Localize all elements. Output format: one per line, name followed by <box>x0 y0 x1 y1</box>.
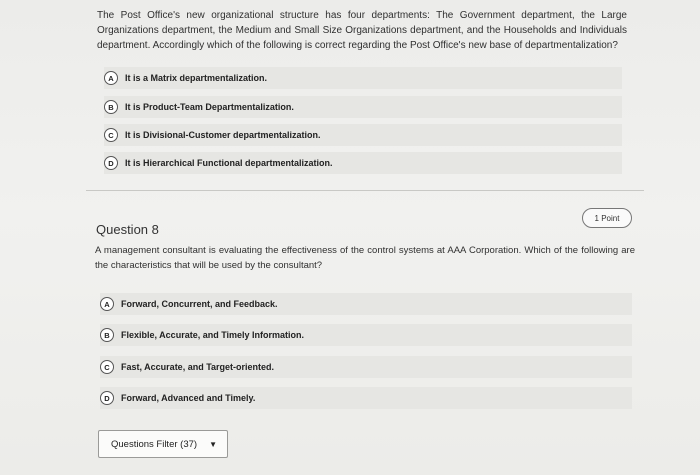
option-b-radio[interactable]: B <box>100 328 114 342</box>
q8-option-c[interactable] <box>100 356 632 378</box>
option-label: It is Hierarchical Functional departmentalization. <box>125 158 333 168</box>
q7-option-a[interactable] <box>104 67 622 89</box>
option-c-radio[interactable]: C <box>100 360 114 374</box>
option-label: It is Product-Team Departmentalization. <box>125 102 294 112</box>
option-label: Flexible, Accurate, and Timely Information. <box>121 330 305 340</box>
option-label: Forward, Advanced and Timely. <box>121 393 256 403</box>
q8-option-a[interactable] <box>100 293 632 315</box>
option-b-radio[interactable]: B <box>104 100 118 114</box>
option-a-radio[interactable]: A <box>104 71 118 85</box>
points-badge: 1 Point <box>582 208 632 228</box>
question-divider <box>86 190 644 191</box>
caret-down-icon: ▼ <box>209 439 217 449</box>
option-c-radio[interactable]: C <box>104 128 118 142</box>
q7-option-c[interactable] <box>104 124 622 146</box>
option-label: Fast, Accurate, and Target-oriented. <box>121 362 275 372</box>
option-d-radio[interactable]: D <box>104 156 118 170</box>
question-8-text: A management consultant is evaluating the effectiveness of the control systems at AAA Corporation. Which of the following are the characteristics that will be used by the consultant? <box>95 245 635 271</box>
q7-option-d[interactable] <box>104 152 622 174</box>
option-a-radio[interactable]: A <box>100 297 114 311</box>
option-label: Forward, Concurrent, and Feedback. <box>121 299 278 309</box>
option-label: It is a Matrix departmentalization. <box>125 73 268 83</box>
questions-filter-label: Questions Filter (37) <box>111 438 198 450</box>
option-label: It is Divisional-Customer departmentalization. <box>125 130 321 140</box>
q7-option-b[interactable] <box>104 96 622 118</box>
questions-filter-dropdown[interactable] <box>98 430 228 458</box>
question-7-text: The Post Office's new organizational structure has four departments: The Government department, the Large Organizations department, the Medium and Small Size Organizations department, and the Households and Individuals department. Accordingly which of the following is correct regarding the Post Office's new base of departmentalization? <box>97 10 627 51</box>
q8-option-d[interactable] <box>100 387 632 409</box>
q8-option-b[interactable] <box>100 324 632 346</box>
question-8-title: Question 8 <box>96 222 159 237</box>
option-d-radio[interactable]: D <box>100 391 114 405</box>
